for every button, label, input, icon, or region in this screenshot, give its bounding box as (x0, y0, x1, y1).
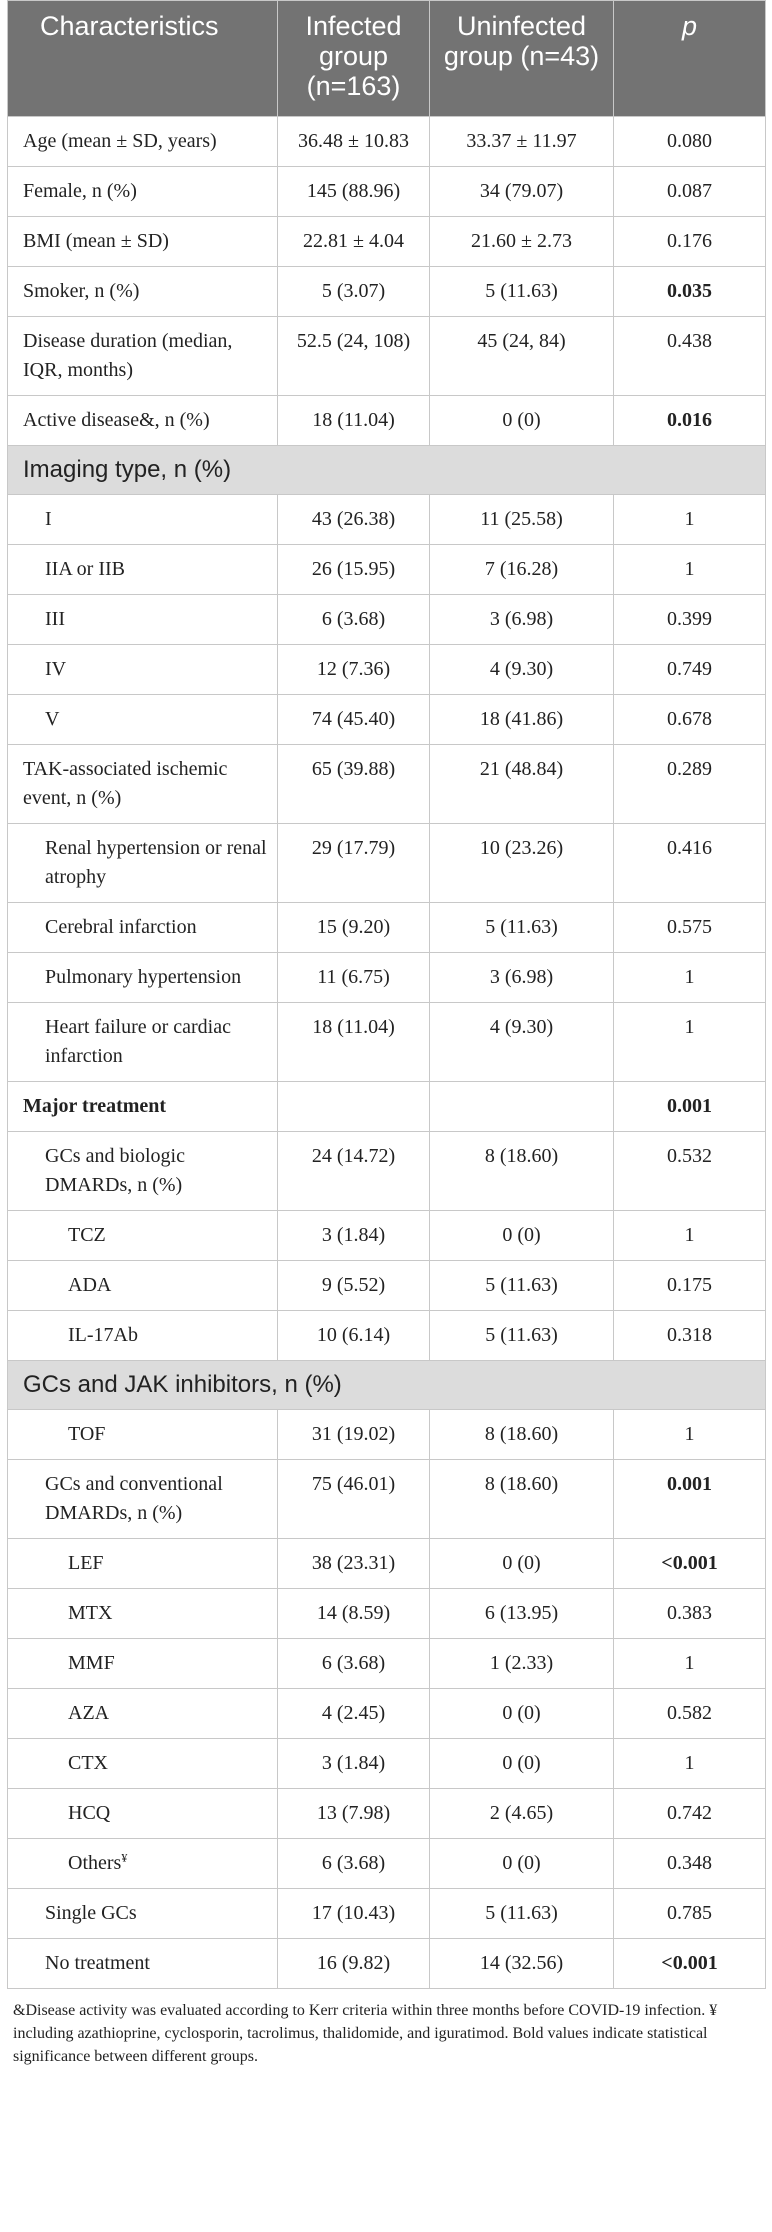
infected-value: 29 (17.79) (278, 824, 430, 903)
row-label-cell (8, 317, 278, 396)
header-p-value: p (614, 1, 766, 117)
table-row (8, 267, 766, 317)
p-value: 0.785 (614, 1889, 766, 1939)
section-title: Imaging type, n (%) (8, 446, 766, 495)
p-value: 1 (614, 1211, 766, 1261)
uninfected-value: 33.37 ± 11.97 (430, 117, 614, 167)
uninfected-value: 2 (4.65) (430, 1789, 614, 1839)
p-value: 0.318 (614, 1311, 766, 1361)
row-label-cell (8, 1839, 278, 1889)
table-row (8, 1132, 766, 1211)
table-row (8, 745, 766, 824)
row-label-cell (8, 495, 278, 545)
row-label: Pulmonary hypertension (45, 966, 242, 988)
infected-value: 10 (6.14) (278, 1311, 430, 1361)
infected-value (278, 1082, 430, 1132)
p-value: 1 (614, 545, 766, 595)
infected-value: 3 (1.84) (278, 1211, 430, 1261)
uninfected-value: 5 (11.63) (430, 267, 614, 317)
p-value: 1 (614, 1639, 766, 1689)
table-row (8, 1211, 766, 1261)
row-label: ADA (68, 1274, 112, 1296)
uninfected-value: 5 (11.63) (430, 1261, 614, 1311)
row-label-cell (8, 953, 278, 1003)
p-value: 0.399 (614, 595, 766, 645)
uninfected-value: 0 (0) (430, 1539, 614, 1589)
uninfected-value: 3 (6.98) (430, 953, 614, 1003)
uninfected-value: 8 (18.60) (430, 1460, 614, 1539)
infected-value: 11 (6.75) (278, 953, 430, 1003)
infected-value: 13 (7.98) (278, 1789, 430, 1839)
infected-value: 65 (39.88) (278, 745, 430, 824)
p-value: 0.001 (614, 1082, 766, 1132)
row-label-cell (8, 1539, 278, 1589)
infected-value: 36.48 ± 10.83 (278, 117, 430, 167)
infected-value: 3 (1.84) (278, 1739, 430, 1789)
uninfected-value: 8 (18.60) (430, 1410, 614, 1460)
uninfected-value: 14 (32.56) (430, 1939, 614, 1989)
row-label-cell (8, 1689, 278, 1739)
table-row (8, 495, 766, 545)
table-row (8, 953, 766, 1003)
row-label: Smoker, n (%) (23, 280, 140, 302)
row-label: TOF (68, 1423, 106, 1445)
uninfected-value: 34 (79.07) (430, 167, 614, 217)
uninfected-value: 21.60 ± 2.73 (430, 217, 614, 267)
row-label-cell (8, 1589, 278, 1639)
uninfected-value: 1 (2.33) (430, 1639, 614, 1689)
p-value: <0.001 (614, 1939, 766, 1989)
row-label-cell (8, 117, 278, 167)
table-row (8, 1789, 766, 1839)
infected-value: 4 (2.45) (278, 1689, 430, 1739)
row-label-cell (8, 595, 278, 645)
infected-value: 22.81 ± 4.04 (278, 217, 430, 267)
p-value: <0.001 (614, 1539, 766, 1589)
table-row (8, 117, 766, 167)
p-value: 0.080 (614, 117, 766, 167)
characteristics-table (7, 0, 766, 1989)
table-row (8, 1539, 766, 1589)
header-uninfected-group: Uninfected group (n=43) (430, 1, 614, 117)
table-row (8, 1639, 766, 1689)
table-row (8, 903, 766, 953)
uninfected-value (430, 1082, 614, 1132)
infected-value: 145 (88.96) (278, 167, 430, 217)
p-value: 0.582 (614, 1689, 766, 1739)
row-label: BMI (mean ± SD) (23, 230, 169, 252)
row-label: MMF (68, 1652, 115, 1674)
infected-value: 15 (9.20) (278, 903, 430, 953)
infected-value: 17 (10.43) (278, 1889, 430, 1939)
infected-value: 26 (15.95) (278, 545, 430, 595)
header-infected-group: Infected group (n=163) (278, 1, 430, 117)
row-label: MTX (68, 1602, 113, 1624)
row-label-cell (8, 1261, 278, 1311)
header-characteristics: Characteristics (8, 1, 278, 117)
row-label-cell (8, 1460, 278, 1539)
row-label-cell (8, 903, 278, 953)
p-value: 1 (614, 495, 766, 545)
infected-value: 43 (26.38) (278, 495, 430, 545)
uninfected-value: 7 (16.28) (430, 545, 614, 595)
p-value: 0.176 (614, 217, 766, 267)
p-value: 0.175 (614, 1261, 766, 1311)
row-label-cell (8, 745, 278, 824)
uninfected-value: 10 (23.26) (430, 824, 614, 903)
infected-value: 24 (14.72) (278, 1132, 430, 1211)
uninfected-value: 0 (0) (430, 1211, 614, 1261)
p-value: 0.575 (614, 903, 766, 953)
infected-value: 74 (45.40) (278, 695, 430, 745)
row-label-cell (8, 1639, 278, 1689)
row-label: TAK-associated ischemic event, n (%) (23, 758, 228, 809)
row-label: Renal hypertension or renal atrophy (45, 837, 267, 888)
row-label-cell (8, 1082, 278, 1132)
uninfected-value: 5 (11.63) (430, 903, 614, 953)
uninfected-value: 4 (9.30) (430, 645, 614, 695)
table-row (8, 1082, 766, 1132)
infected-value: 5 (3.07) (278, 267, 430, 317)
row-label: Age (mean ± SD, years) (23, 130, 217, 152)
table-row (8, 645, 766, 695)
table-row (8, 1003, 766, 1082)
row-label: GCs and biologic DMARDs, n (%) (45, 1145, 185, 1196)
uninfected-value: 0 (0) (430, 396, 614, 446)
infected-value: 14 (8.59) (278, 1589, 430, 1639)
p-value: 0.532 (614, 1132, 766, 1211)
infected-value: 52.5 (24, 108) (278, 317, 430, 396)
row-label-cell (8, 167, 278, 217)
row-label: I (45, 508, 52, 530)
row-label-cell (8, 1311, 278, 1361)
p-value: 1 (614, 1739, 766, 1789)
row-label: Cerebral infarction (45, 916, 197, 938)
row-label-cell (8, 824, 278, 903)
row-label: AZA (68, 1702, 110, 1724)
table-row (8, 167, 766, 217)
header-row (8, 1, 766, 117)
table-row (8, 1839, 766, 1889)
row-label: IV (45, 658, 67, 680)
table-row (8, 1460, 766, 1539)
row-label-cell (8, 267, 278, 317)
row-label-cell (8, 695, 278, 745)
row-label-cell (8, 1211, 278, 1261)
table-row (8, 396, 766, 446)
row-label: No treatment (45, 1952, 150, 1974)
p-value: 0.383 (614, 1589, 766, 1639)
row-label: CTX (68, 1752, 108, 1774)
infected-value: 16 (9.82) (278, 1939, 430, 1989)
section-title: GCs and JAK inhibitors, n (%) (8, 1361, 766, 1410)
section-header-row (8, 446, 766, 495)
p-value: 0.016 (614, 396, 766, 446)
infected-value: 12 (7.36) (278, 645, 430, 695)
row-label: LEF (68, 1552, 104, 1574)
uninfected-value: 21 (48.84) (430, 745, 614, 824)
row-label: III (45, 608, 65, 630)
row-label: Disease duration (median, IQR, months) (23, 330, 233, 381)
p-value: 1 (614, 953, 766, 1003)
row-label: Others (68, 1852, 122, 1874)
table-row (8, 545, 766, 595)
section-header-row (8, 1361, 766, 1410)
row-label: IIA or IIB (45, 558, 125, 580)
infected-value: 6 (3.68) (278, 1639, 430, 1689)
table-row (8, 1589, 766, 1639)
row-label-cell (8, 1003, 278, 1082)
footnote: &Disease activity was evaluated according to Kerr criteria within three months before COVID-19 infection. ¥ including azathioprine, cyclosporin, tacrolimus, thalidomide, and iguratimod. Bold values indicate statistical significance between different groups. (13, 2002, 718, 2065)
p-value: 0.035 (614, 267, 766, 317)
p-value: 0.001 (614, 1460, 766, 1539)
uninfected-value: 5 (11.63) (430, 1311, 614, 1361)
uninfected-value: 11 (25.58) (430, 495, 614, 545)
table-row (8, 317, 766, 396)
row-label: TCZ (68, 1224, 106, 1246)
row-label-cell (8, 1939, 278, 1989)
row-label-cell (8, 1789, 278, 1839)
infected-value: 6 (3.68) (278, 1839, 430, 1889)
table-row (8, 1410, 766, 1460)
row-label-cell (8, 1739, 278, 1789)
infected-value: 9 (5.52) (278, 1261, 430, 1311)
row-label-cell (8, 645, 278, 695)
row-label: V (45, 708, 60, 730)
p-value: 1 (614, 1410, 766, 1460)
uninfected-value: 0 (0) (430, 1689, 614, 1739)
p-value: 0.742 (614, 1789, 766, 1839)
p-value: 0.438 (614, 317, 766, 396)
p-value: 0.087 (614, 167, 766, 217)
row-label-cell (8, 396, 278, 446)
table-row (8, 1261, 766, 1311)
row-label: Single GCs (45, 1902, 137, 1924)
row-label: Female, n (%) (23, 180, 137, 202)
uninfected-value: 0 (0) (430, 1839, 614, 1889)
p-value: 1 (614, 1003, 766, 1082)
row-label: HCQ (68, 1802, 111, 1824)
uninfected-value: 45 (24, 84) (430, 317, 614, 396)
row-label: IL-17Ab (68, 1324, 138, 1346)
row-label-cell (8, 545, 278, 595)
table-body (8, 117, 766, 1989)
uninfected-value: 5 (11.63) (430, 1889, 614, 1939)
p-value: 0.348 (614, 1839, 766, 1889)
infected-value: 31 (19.02) (278, 1410, 430, 1460)
uninfected-value: 6 (13.95) (430, 1589, 614, 1639)
row-label-cell (8, 1132, 278, 1211)
table-row (8, 695, 766, 745)
infected-value: 38 (23.31) (278, 1539, 430, 1589)
row-label: Major treatment (23, 1095, 167, 1117)
row-label-cell (8, 1410, 278, 1460)
uninfected-value: 0 (0) (430, 1739, 614, 1789)
table-row (8, 1311, 766, 1361)
p-value: 0.416 (614, 824, 766, 903)
p-value: 0.678 (614, 695, 766, 745)
table-row (8, 1939, 766, 1989)
row-label: GCs and conventional DMARDs, n (%) (45, 1473, 223, 1524)
uninfected-value: 3 (6.98) (430, 595, 614, 645)
row-label-cell (8, 217, 278, 267)
row-label: Active disease&, n (%) (23, 409, 210, 431)
infected-value: 18 (11.04) (278, 1003, 430, 1082)
uninfected-value: 8 (18.60) (430, 1132, 614, 1211)
infected-value: 75 (46.01) (278, 1460, 430, 1539)
table-row (8, 1689, 766, 1739)
table-row (8, 217, 766, 267)
uninfected-value: 4 (9.30) (430, 1003, 614, 1082)
table-row (8, 824, 766, 903)
row-label-superscript: ¥ (121, 1850, 128, 1865)
infected-value: 6 (3.68) (278, 595, 430, 645)
p-value: 0.289 (614, 745, 766, 824)
uninfected-value: 18 (41.86) (430, 695, 614, 745)
p-value: 0.749 (614, 645, 766, 695)
table-row (8, 1739, 766, 1789)
infected-value: 18 (11.04) (278, 396, 430, 446)
table-row (8, 595, 766, 645)
row-label: Heart failure or cardiac infarction (45, 1016, 231, 1067)
row-label-cell (8, 1889, 278, 1939)
table-row (8, 1889, 766, 1939)
